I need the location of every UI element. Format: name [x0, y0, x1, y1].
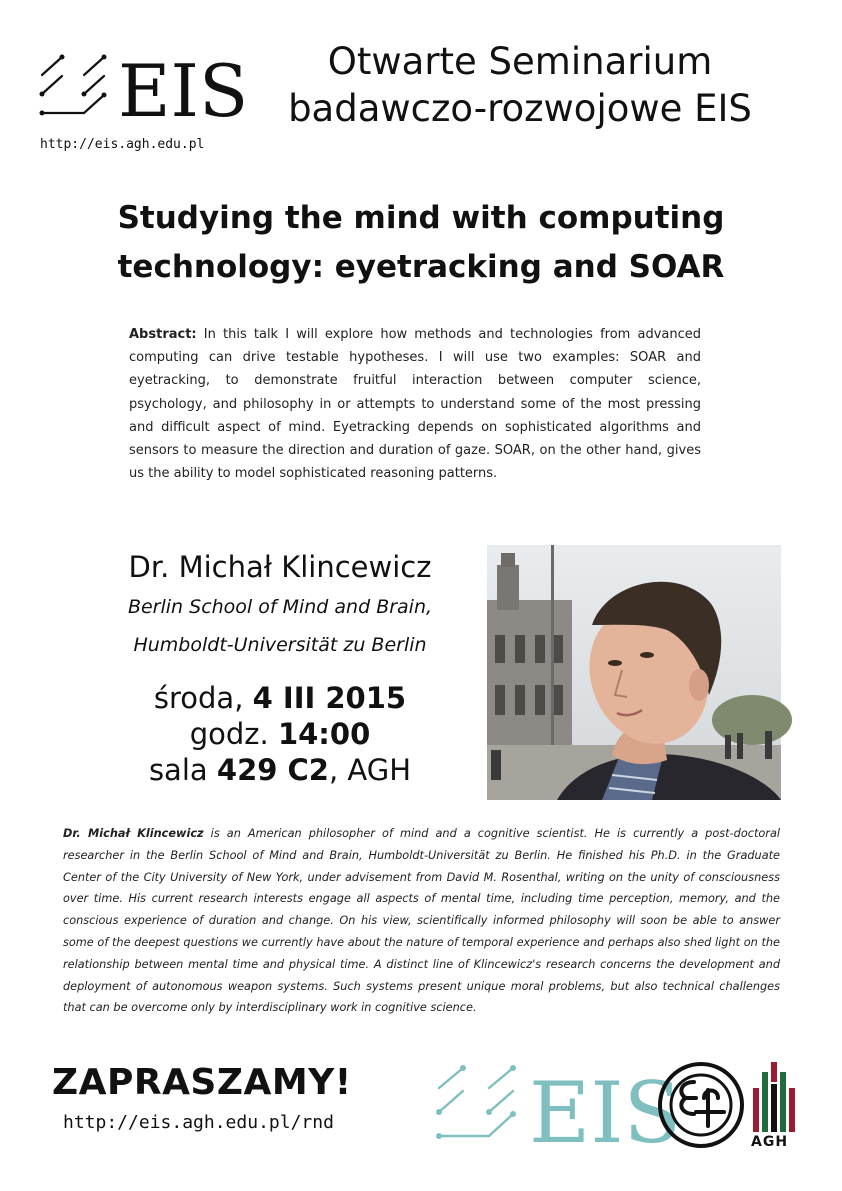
speaker-bio	[63, 823, 780, 1019]
abstract-text: In this talk I will explore how methods and technologies from advanced computing can drive testable hypotheses. I will use two examples: SOAR and eyetracking, to demonstrate fruitful interaction between computer science, psychology, and philosophy in or attempts to understand some of the most pressing and difficult aspect of mind. Eyetracking depends on sophisticated algorithms and sensors to measure the direction and duration of gaze. SOAR, on the other hand, gives us the ability to model sophisticated reasoning patterns.	[129, 327, 701, 482]
time-value: 14:00	[277, 717, 371, 751]
room-label: sala	[148, 753, 217, 787]
eis-logo-top	[38, 49, 249, 133]
speaker-name: Dr. Michał Klincewicz	[128, 550, 432, 584]
abstract-label: Abstract:	[129, 327, 197, 342]
event-room	[120, 752, 440, 788]
logo-text-top: EIS	[118, 49, 249, 133]
faculty-logo	[656, 1060, 746, 1150]
abstract	[129, 323, 701, 485]
invite-url[interactable]: http://eis.agh.edu.pl/rnd	[63, 1112, 334, 1133]
talk-title	[60, 194, 782, 292]
agh-logo-text: AGH	[751, 1134, 789, 1150]
speaker-photo	[487, 545, 781, 800]
day-label: środa,	[153, 681, 253, 715]
talk-title-line1: Studying the mind with computing	[117, 200, 725, 236]
event-time	[120, 716, 440, 752]
series-title	[260, 38, 780, 132]
logo-text-bottom: EIS	[529, 1064, 682, 1162]
date-value: 4 III 2015	[252, 681, 407, 715]
room-value: 429 C2	[216, 753, 329, 787]
series-title-line1: Otwarte Seminarium	[327, 40, 713, 83]
logo-url[interactable]: http://eis.agh.edu.pl	[40, 137, 205, 152]
bio-text: is an American philosopher of mind and a cognitive scientist. He is currently a post-doctoral researcher in the Berlin School of Mind and Brain, Humboldt-Universität zu Berlin. He finished his Ph.D. in the Graduate Center of the City University of New York, under advisement from David M. Rosenthal, writing on the unity of consciousness over time. His current research interests engage all aspects of mental time, including time perception, memory, and the conscious experience of duration and change. On his view, scientifically informed philosophy will soon be able to answer some of the deepest questions we currently have about the nature of temporal experience and perhaps also shed light on the relationship between mental time and physical time. A distinct line of Klincewicz's research concerns the development and deployment of autonomous weapon systems. Such systems present unique moral problems, but also technical challenges that can be overcome only by interdisciplinary work in cognitive science.	[63, 827, 780, 1015]
time-label: godz.	[189, 717, 278, 751]
series-title-line2: badawczo-rozwojowe EIS	[288, 87, 752, 130]
invite-heading: ZAPRASZAMY!	[52, 1062, 352, 1103]
speaker-affiliation-line2: Humboldt-Universität zu Berlin	[133, 634, 427, 656]
bio-name: Dr. Michał Klincewicz	[63, 827, 204, 840]
place-value: , AGH	[328, 753, 412, 787]
speaker-affiliation-line1: Berlin School of Mind and Brain,	[127, 596, 433, 618]
event-date	[120, 680, 440, 716]
talk-title-line2: technology: eyetracking and SOAR	[117, 249, 725, 285]
eis-logo-bottom	[433, 1058, 682, 1162]
